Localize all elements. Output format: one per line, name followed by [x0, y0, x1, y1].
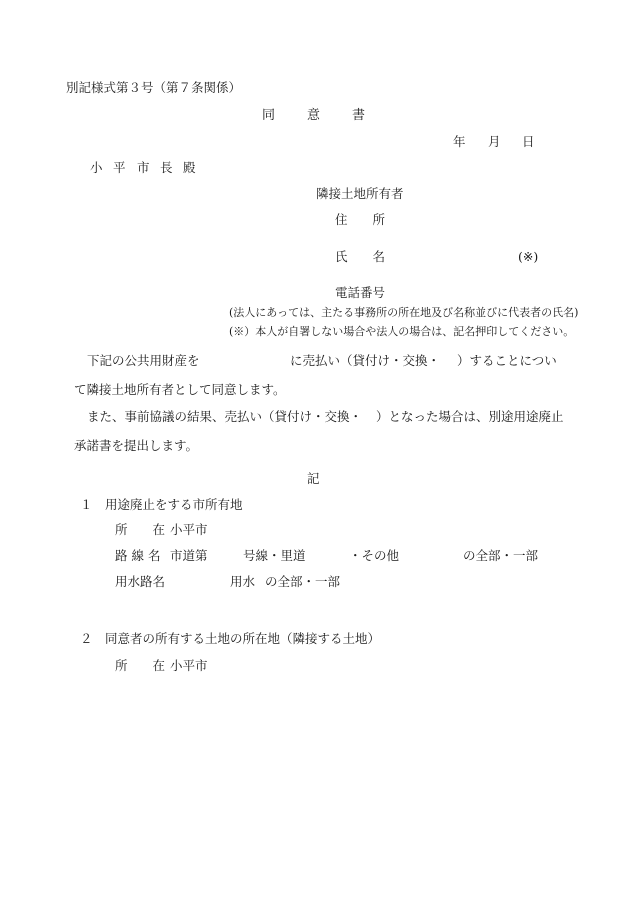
date-month: 月 [488, 134, 501, 149]
para1-part-b: に売払い（貸付け・交換・ [290, 353, 441, 368]
waterway-part-a: 用水 [230, 574, 256, 589]
note-corporation: (法人にあっては、主たる事務所の所在地及び名称並びに代表者の氏名) [229, 306, 579, 319]
section2-location-value: 小平市 [170, 658, 208, 673]
ki-marker: 記 [307, 471, 320, 486]
date-year: 年 [453, 134, 466, 149]
note-seal: (※）本人が自署しない場合や法人の場合は、記名押印してください。 [229, 325, 575, 338]
section1-location-label: 所 在 [115, 522, 166, 537]
phone-label: 電話番号 [335, 285, 386, 300]
section1-heading: １ 用途廃止をする市所有地 [80, 497, 243, 512]
date-day: 日 [522, 134, 535, 149]
para2-line2: 承諾書を提出します。 [74, 438, 199, 453]
para2-part-a: また、事前協議の結果、売払い（貸付け・交換・ [87, 409, 363, 424]
route-part-c: ・その他 [349, 548, 400, 563]
waterway-part-b: の全部・一部 [265, 574, 341, 589]
addressee-char-2: 平 [113, 160, 126, 175]
addressee-char-4: 長 [160, 160, 173, 175]
section2-heading: ２ 同意者の所有する土地の所在地（隣接する土地） [80, 631, 381, 646]
document-title-char-2: 意 [307, 108, 321, 123]
document-title-char-3: 書 [352, 108, 366, 123]
address-label: 住 所 [335, 212, 386, 227]
section2-location-label: 所 在 [115, 658, 166, 673]
addressee-char-5: 殿 [183, 160, 196, 175]
applicant-heading: 隣接土地所有者 [316, 186, 404, 201]
section1-location-value: 小平市 [170, 522, 208, 537]
addressee-char-3: 市 [137, 160, 150, 175]
waterway-label: 用水路名 [115, 574, 166, 589]
para1-part-c: ）することについ [457, 353, 557, 368]
route-part-b: 号線・里道 [243, 548, 306, 563]
name-label: 氏 名 [335, 249, 386, 264]
seal-mark: (※) [518, 249, 539, 264]
document-title-char-1: 同 [262, 108, 276, 123]
route-label: 路 線 名 [115, 548, 161, 563]
para1-line2: て隣接土地所有者として同意します。 [74, 382, 286, 397]
para1-part-a: 下記の公共用財産を [87, 353, 200, 368]
form-reference: 別記様式第３号（第７条関係） [66, 80, 242, 95]
addressee-char-1: 小 [90, 160, 103, 175]
para2-part-b: ）となった場合は、別途用途廃止 [376, 409, 564, 424]
route-part-d: の全部・一部 [463, 548, 539, 563]
route-part-a: 市道第 [170, 548, 208, 563]
